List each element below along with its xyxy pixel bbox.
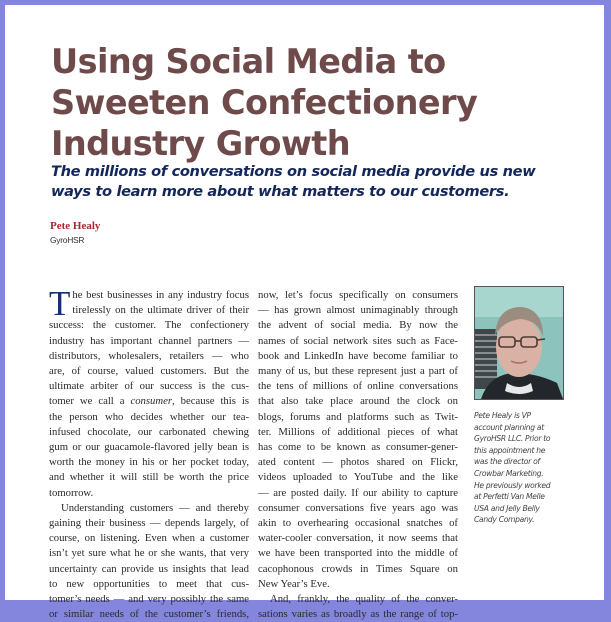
body-line: gum or our guacamole-flavored jelly bean is bbox=[49, 441, 249, 454]
body-line: to new opportunities to meet that cus- bbox=[49, 577, 249, 590]
body-line: are, of course, valued customers. But the bbox=[49, 365, 249, 378]
drop-cap: T bbox=[49, 284, 71, 323]
body-line: names of social network sites such as Face- bbox=[258, 334, 458, 347]
body-line: the tens of millions of online conversations bbox=[258, 380, 458, 393]
body-line: or similar needs of the customer’s friends, bbox=[49, 608, 249, 621]
caption-line: was the director of bbox=[474, 457, 540, 467]
body-line: book and LinkedIn have become familiar to bbox=[258, 349, 458, 362]
title-line: Sweeten Confectionery bbox=[51, 83, 478, 122]
subtitle-line: The millions of conversations on social media provide us new bbox=[51, 163, 536, 180]
body-line: tomorrow. bbox=[49, 486, 94, 499]
portrait-image bbox=[475, 287, 563, 399]
body-line: sations varies as broadly as the range of top- bbox=[258, 608, 458, 621]
body-line: isn’t yet sure what he or she wants, that very bbox=[49, 547, 249, 560]
caption-line: USA and Jelly Belly bbox=[474, 503, 540, 513]
body-line bbox=[49, 394, 249, 409]
caption-line: Pete Healy is VP bbox=[474, 411, 531, 420]
title-line: Industry Growth bbox=[51, 124, 350, 163]
caption-line: at Perfetti Van Melle bbox=[474, 492, 545, 502]
caption-line: account planning at bbox=[474, 422, 544, 432]
body-line: ultimate arbiter of our success is the cus- bbox=[49, 380, 249, 393]
author-name: Pete Healy bbox=[50, 220, 101, 232]
body-line: success: the customer. The confectionery bbox=[49, 319, 249, 332]
body-line: many of us, but these represent just a part of bbox=[258, 365, 458, 378]
body-line: tomer’s needs — and very possibly the same bbox=[49, 593, 249, 606]
body-text: tomer we call a bbox=[49, 395, 131, 408]
body-line: he best businesses in any industry focus bbox=[72, 289, 249, 301]
article-subtitle bbox=[51, 162, 535, 202]
body-line: and whether it will still be worth the price bbox=[49, 471, 249, 484]
body-line: we have been transported into the middle of bbox=[258, 547, 458, 560]
body-line: distributors, wholesalers, retailers — who bbox=[49, 349, 249, 362]
subtitle-line: ways to learn more about what matters to our customers. bbox=[51, 183, 510, 200]
body-line: course, on listening. Even when a customer bbox=[49, 532, 249, 545]
body-line: uncertainty can provide us insights that lead bbox=[49, 562, 249, 575]
italic-term: consumer bbox=[130, 395, 173, 408]
caption-line: He previously worked bbox=[474, 480, 551, 490]
body-line: now, let’s focus specifically on consumers bbox=[258, 289, 458, 301]
caption-line: GyroHSR LLC. Prior to bbox=[474, 434, 551, 444]
body-line: the advent of social media. By now the bbox=[258, 319, 458, 332]
author-photo bbox=[474, 286, 564, 400]
body-line: videos uploaded to YouTube and the like bbox=[258, 471, 458, 484]
body-line: that also take place around the clock on bbox=[258, 395, 458, 408]
body-line: infused chocolate, our carbonated chewing bbox=[49, 425, 249, 438]
body-line: the person who decides whether our tea- bbox=[49, 410, 249, 423]
body-line: — are posted daily. If our ability to capture bbox=[258, 486, 458, 499]
caption-line: this appointment he bbox=[474, 445, 546, 455]
body-line: water-cooler conversation, it now seems that bbox=[258, 532, 458, 545]
body-line: Understanding customers — and thereby bbox=[61, 501, 249, 514]
body-line: ated content — photos shared on Flickr, bbox=[258, 456, 458, 469]
author-bio-caption bbox=[474, 410, 574, 526]
body-line: New Year’s Eve. bbox=[258, 577, 330, 590]
body-column-2 bbox=[258, 288, 458, 622]
body-line: And, frankly, the quality of the conver- bbox=[270, 593, 458, 606]
body-line: industry has important channel partners — bbox=[49, 334, 249, 347]
body-column-1 bbox=[49, 284, 249, 622]
body-line: gaining their business — depends largely, of bbox=[49, 517, 249, 530]
body-line: — has grown almost unimaginably through bbox=[258, 304, 458, 317]
caption-line: Crowbar Marketing. bbox=[474, 468, 544, 478]
title-line: Using Social Media to bbox=[51, 42, 446, 81]
body-line: consumer conversations five years ago was bbox=[258, 501, 458, 514]
body-line: akin to overhearing occasional snatches of bbox=[258, 517, 458, 530]
article-title bbox=[51, 41, 477, 164]
body-line: ter. Millions of additional pieces of what bbox=[258, 425, 458, 438]
body-text: , because this is bbox=[172, 395, 249, 408]
author-affiliation: GyroHSR bbox=[50, 235, 85, 245]
body-line: worth the money in his or her pocket today, bbox=[49, 456, 249, 469]
article-page bbox=[5, 5, 604, 621]
caption-line: Candy Company. bbox=[474, 515, 535, 525]
body-line: blogs, forums and platforms such as Twit- bbox=[258, 410, 458, 423]
body-line: cacophonous crowds in Times Square on bbox=[258, 562, 458, 575]
body-line: has come to be known as consumer-gener- bbox=[258, 441, 458, 454]
body-line: tirelessly on the ultimate driver of their bbox=[72, 304, 249, 317]
